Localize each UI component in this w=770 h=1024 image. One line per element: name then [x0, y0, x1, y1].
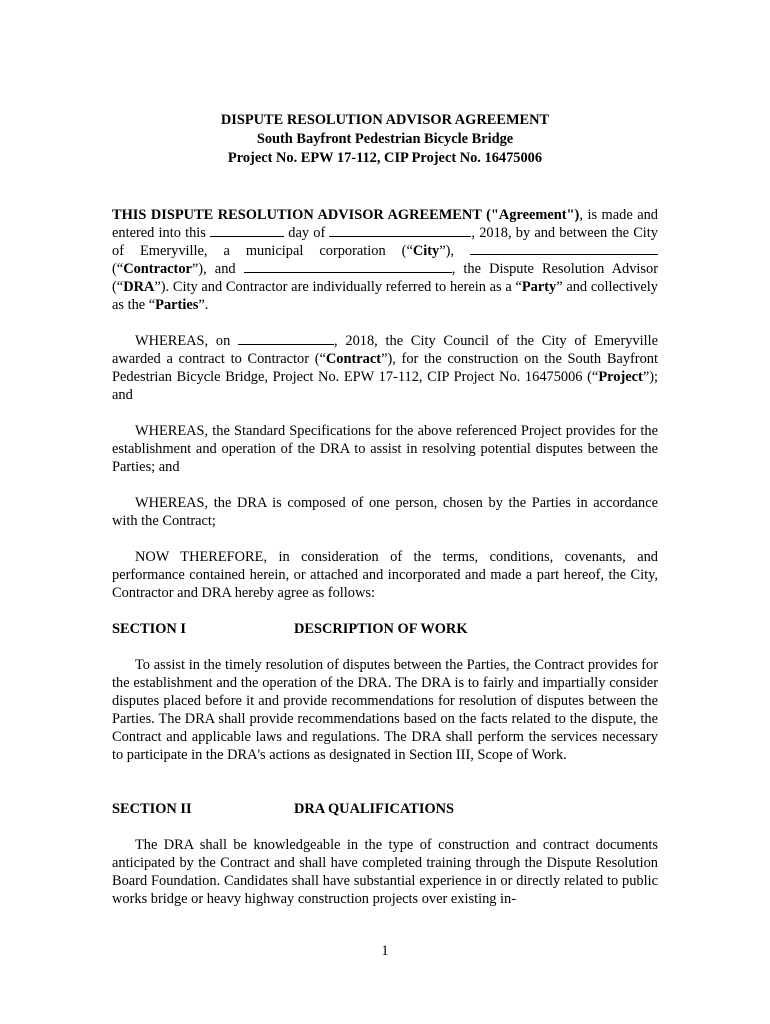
whereas-text: WHEREAS, on — [135, 333, 239, 349]
city-term: City — [412, 243, 440, 259]
intro-text: ”), — [439, 243, 471, 259]
agreement-title-ref: THIS DISPUTE RESOLUTION ADVISOR AGREEMENT ("Agreement") — [112, 207, 580, 223]
intro-text: , the Dispute Resolution Advisor (“ — [112, 261, 658, 295]
title-line-2: South Bayfront Pedestrian Bicycle Bridge — [256, 131, 514, 147]
dra-term: DRA — [123, 279, 155, 295]
document-title — [112, 111, 658, 168]
parties-term: Parties — [155, 297, 199, 313]
whereas-text: ”); and — [112, 369, 658, 403]
section-2-body: The DRA shall be knowledgeable in the type of construction and contract documents anticipated by the Contract and shall have completed training through the Dispute Resolution Board Foundation. Candidates shall have substantial experience in or directly related to public works bridge or heavy highway construction projects over existing in- — [112, 837, 658, 907]
intro-text: day of — [284, 225, 330, 241]
title-line-3: Project No. EPW 17-112, CIP Project No. 16475006 — [227, 150, 543, 166]
section-1-body: To assist in the timely resolution of disputes between the Parties, the Contract provides for the establishment and the operation of the DRA. The DRA is to fairly and impartially consider disputes placed before it and provide recommendations for resolution of disputes between the Parties. The DRA shall provide recommendations based on the facts related to the dispute, the Contract and applicable laws and regulations. The DRA shall perform the services necessary to participate in the DRA's actions as designated in Section III, Scope of Work. — [112, 657, 658, 763]
intro-text: , 2018, by and between the City of Emeryville, a municipal corporation (“ — [112, 225, 658, 259]
project-term: Project — [598, 369, 643, 385]
contract-term: Contract — [325, 351, 382, 367]
now-therefore-paragraph: NOW THEREFORE, in consideration of the terms, conditions, covenants, and performance contained herein, or attached and incorporated and made a part hereof, the City, Contractor and DRA hereby agree as follows: — [112, 549, 658, 601]
intro-text: ”. — [198, 297, 209, 313]
section-2-number: SECTION II — [112, 801, 192, 817]
dra-name-blank — [244, 260, 452, 273]
page-number: 1 — [381, 943, 389, 959]
section-1-number: SECTION I — [112, 621, 186, 637]
intro-text: ” and collectively as the “ — [112, 279, 658, 313]
whereas-text: , 2018, the City Council of the City of Emeryville awarded a contract to Contractor (“ — [112, 333, 659, 367]
intro-text: ”). City and Contractor are individually referred to herein as a “ — [154, 279, 522, 295]
whereas-paragraph-3: WHEREAS, the DRA is composed of one person, chosen by the Parties in accordance with the Contract; — [112, 495, 658, 529]
section-2-title: DRA QUALIFICATIONS — [294, 801, 455, 817]
contractor-name-blank — [470, 242, 658, 255]
intro-text: (“ — [112, 261, 124, 277]
party-term: Party — [521, 279, 557, 295]
section-1-title: DESCRIPTION OF WORK — [294, 621, 468, 637]
intro-text: ”), and — [191, 261, 244, 277]
title-line-1: DISPUTE RESOLUTION ADVISOR AGREEMENT — [220, 112, 550, 128]
whereas-paragraph-1 — [112, 332, 658, 404]
date-day-blank — [210, 224, 284, 237]
contractor-term: Contractor — [123, 261, 192, 277]
award-date-blank — [238, 332, 334, 345]
section-2-heading — [112, 800, 454, 818]
intro-paragraph — [112, 206, 658, 314]
section-1-heading — [112, 620, 468, 638]
intro-text: , is made and entered into this — [112, 207, 658, 241]
whereas-paragraph-2: WHEREAS, the Standard Specifications for the above referenced Project provides for the establishment and operation of the DRA to assist in resolving potential disputes between the Parties; and — [112, 423, 658, 475]
date-month-blank — [329, 224, 471, 237]
whereas-text: ”), for the construction on the South Bayfront Pedestrian Bicycle Bridge, Project No. EPW 17-112, CIP Project No. 16475006 (“ — [112, 351, 658, 385]
